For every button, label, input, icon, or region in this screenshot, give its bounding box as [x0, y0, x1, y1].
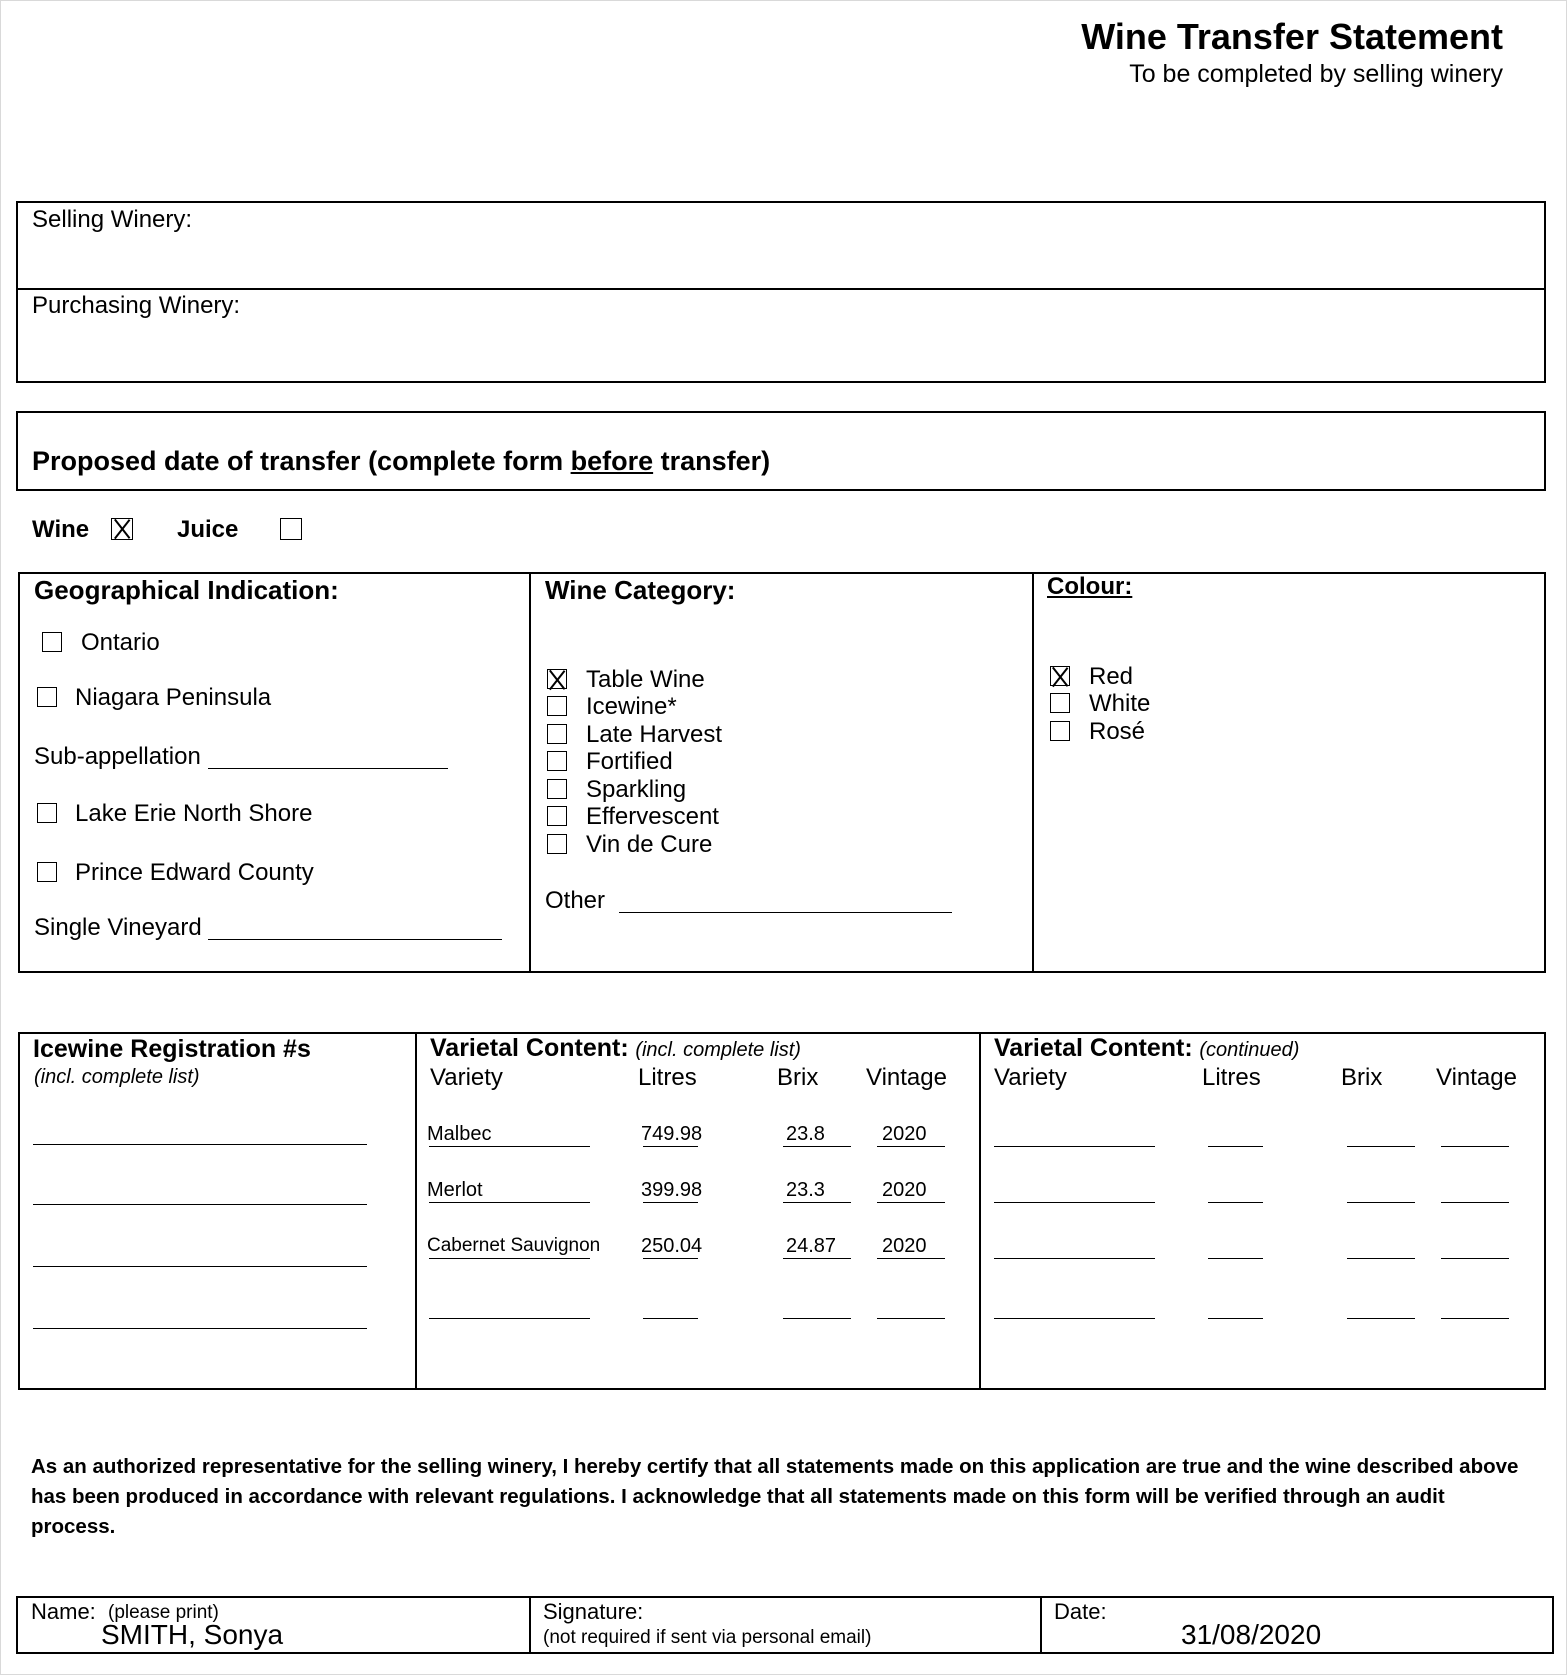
colour-title — [1047, 573, 1132, 601]
varietal-cont-brix-field[interactable] — [1347, 1146, 1415, 1147]
category-checkbox-table-wine[interactable] — [547, 669, 567, 689]
category-checkbox-sparkling[interactable] — [547, 779, 567, 799]
icewine-note: (incl. complete list) — [34, 1066, 200, 1088]
prince-edward-checkbox[interactable] — [37, 862, 57, 882]
classification-divider-2 — [1032, 572, 1034, 973]
varietal-variety-value: Malbec — [427, 1123, 492, 1145]
category-label-effervescent: Effervescent — [586, 803, 719, 830]
category-checkbox-late-harvest[interactable] — [547, 724, 567, 744]
varietal-litres-field[interactable] — [643, 1146, 698, 1147]
varietal-brix-value: 24.87 — [786, 1235, 837, 1257]
varietal-cont-col-vintage: Vintage — [1436, 1064, 1517, 1091]
varietal-cont-litres-field[interactable] — [1208, 1146, 1263, 1147]
varietal-litres-value: 250.04 — [641, 1235, 703, 1257]
wine-type-label: Wine — [32, 516, 90, 543]
name-label: Name: — [31, 1599, 96, 1624]
date-value[interactable]: 31/08/2020 — [1181, 1619, 1322, 1650]
date-label: Date: — [1054, 1599, 1107, 1624]
category-other-field[interactable] — [619, 912, 952, 913]
signature-field[interactable] — [920, 1600, 1030, 1650]
varietal-cont-col-brix: Brix — [1341, 1064, 1383, 1091]
varietal-col-litres: Litres — [638, 1064, 697, 1091]
varietal-cont-litres-field[interactable] — [1208, 1318, 1263, 1319]
name-value[interactable]: SMITH, Sonya — [101, 1619, 284, 1650]
varietal-cont-litres-field[interactable] — [1208, 1258, 1263, 1259]
sub-appellation-field[interactable] — [208, 768, 448, 769]
varietal-cont-brix-field[interactable] — [1347, 1202, 1415, 1203]
geo-title: Geographical Indication: — [34, 575, 339, 605]
varietal-brix-value: 23.8 — [786, 1123, 825, 1145]
varietal-vintage-field[interactable] — [877, 1202, 945, 1203]
varietal-col-variety: Variety — [430, 1064, 503, 1091]
varietal-litres-value: 399.98 — [641, 1179, 703, 1201]
signature-label: Signature: — [543, 1599, 644, 1624]
category-label-sparkling: Sparkling — [586, 776, 687, 803]
varietal-cont-col-variety: Variety — [994, 1064, 1067, 1091]
varietal-header — [430, 1034, 801, 1063]
category-label-late-harvest: Late Harvest — [586, 721, 723, 748]
category-label-fortified: Fortified — [586, 748, 673, 775]
category-checkbox-icewine[interactable] — [547, 696, 567, 716]
classification-divider-1 — [529, 572, 531, 973]
category-other-label: Other — [545, 887, 606, 914]
varietal-cont-header — [994, 1034, 1299, 1063]
varietal-divider-1 — [415, 1032, 417, 1390]
wineries-divider — [16, 288, 1546, 290]
varietal-vintage-value: 2020 — [882, 1235, 927, 1257]
varietal-cont-vintage-field[interactable] — [1441, 1318, 1509, 1319]
varietal-variety-value: Cabernet Sauvignon — [427, 1235, 601, 1256]
category-label-table-wine: Table Wine — [586, 666, 705, 693]
varietal-cont-col-litres: Litres — [1202, 1064, 1261, 1091]
varietal-litres-field[interactable] — [643, 1202, 698, 1203]
varietal-cont-note: (continued) — [1199, 1039, 1300, 1061]
juice-type-label: Juice — [177, 516, 239, 543]
varietal-variety-field[interactable] — [429, 1318, 590, 1319]
varietal-variety-field[interactable] — [429, 1258, 590, 1259]
transfer-date-emph: before — [570, 446, 654, 476]
varietal-brix-field[interactable] — [783, 1202, 851, 1203]
varietal-vintage-value: 2020 — [882, 1123, 927, 1145]
varietal-cont-variety-field[interactable] — [994, 1146, 1155, 1147]
page-subtitle: To be completed by selling winery — [1129, 60, 1503, 88]
varietal-cont-variety-field[interactable] — [994, 1202, 1155, 1203]
varietal-variety-value: Merlot — [427, 1179, 483, 1201]
varietal-brix-field[interactable] — [783, 1318, 851, 1319]
prince-edward-label: Prince Edward County — [75, 859, 314, 886]
colour-label-red: Red — [1089, 663, 1134, 690]
niagara-label: Niagara Peninsula — [75, 684, 272, 711]
varietal-cont-variety-field[interactable] — [994, 1258, 1155, 1259]
varietal-variety-field[interactable] — [429, 1202, 590, 1203]
varietal-variety-field[interactable] — [429, 1146, 590, 1147]
category-checkbox-effervescent[interactable] — [547, 806, 567, 826]
varietal-cont-brix-field[interactable] — [1347, 1318, 1415, 1319]
colour-checkbox-red[interactable] — [1050, 666, 1070, 686]
purchasing-winery-field[interactable] — [270, 294, 1530, 376]
wine-type-checkbox[interactable] — [111, 518, 133, 540]
icewine-reg-field[interactable] — [33, 1328, 367, 1329]
varietal-brix-value: 23.3 — [786, 1179, 825, 1201]
varietal-brix-field[interactable] — [783, 1146, 851, 1147]
selling-winery-label: Selling Winery: — [32, 206, 193, 233]
icewine-reg-field[interactable] — [33, 1204, 367, 1205]
colour-label-white: White — [1089, 690, 1151, 717]
single-vineyard-field[interactable] — [208, 939, 502, 940]
single-vineyard-label: Single Vineyard — [34, 914, 202, 941]
category-label-icewine: Icewine* — [586, 693, 677, 720]
transfer-date-text-pre: Proposed date of transfer (complete form — [32, 446, 571, 476]
varietal-litres-value: 749.98 — [641, 1123, 703, 1145]
varietal-vintage-field[interactable] — [877, 1258, 945, 1259]
juice-type-checkbox[interactable] — [280, 518, 302, 540]
varietal-vintage-value: 2020 — [882, 1179, 927, 1201]
footer-divider-2 — [1040, 1596, 1042, 1654]
colour-label-rose: Rosé — [1089, 718, 1146, 745]
varietal-title: Varietal Content: — [430, 1034, 629, 1062]
varietal-cont-title: Varietal Content: — [994, 1034, 1193, 1062]
icewine-reg-field[interactable] — [33, 1266, 367, 1267]
category-label-vin-de-cure: Vin de Cure — [586, 831, 713, 858]
varietal-col-brix: Brix — [777, 1064, 819, 1091]
varietal-cont-brix-field[interactable] — [1347, 1258, 1415, 1259]
varietal-brix-field[interactable] — [783, 1258, 851, 1259]
colour-checkbox-rose[interactable] — [1050, 721, 1070, 741]
category-title: Wine Category: — [545, 575, 736, 605]
name-note: (please print) — [108, 1602, 219, 1623]
selling-winery-field[interactable] — [240, 208, 1530, 282]
varietal-divider-2 — [979, 1032, 981, 1390]
lake-erie-checkbox[interactable] — [37, 803, 57, 823]
varietal-litres-field[interactable] — [643, 1258, 698, 1259]
colour-title-text: Colour: — [1047, 573, 1133, 600]
ontario-checkbox[interactable] — [42, 632, 62, 652]
icewine-title: Icewine Registration #s — [33, 1035, 311, 1063]
lake-erie-label: Lake Erie North Shore — [75, 800, 313, 827]
ontario-label: Ontario — [81, 629, 160, 656]
transfer-date-text-post: transfer) — [653, 446, 771, 476]
varietal-note: (incl. complete list) — [635, 1039, 801, 1061]
niagara-checkbox[interactable] — [37, 687, 57, 707]
purchasing-winery-label: Purchasing Winery: — [32, 292, 241, 319]
sub-appellation-label: Sub-appellation — [34, 743, 201, 770]
varietal-litres-field[interactable] — [643, 1318, 698, 1319]
certification-text: As an authorized representative for the selling winery, I hereby certify that all statements made on this application are true and the wine described above has been produced in accordance with relevant regulations. I acknowledge that all statements made on this form will be verified through an audit process. — [31, 1455, 1519, 1538]
page-title: Wine Transfer Statement — [1081, 16, 1503, 57]
varietal-cont-variety-field[interactable] — [994, 1318, 1155, 1319]
varietal-vintage-field[interactable] — [877, 1146, 945, 1147]
category-checkbox-vin-de-cure[interactable] — [547, 834, 567, 854]
transfer-date-label — [32, 446, 770, 477]
varietal-vintage-field[interactable] — [877, 1318, 945, 1319]
icewine-reg-field[interactable] — [33, 1144, 367, 1145]
varietal-cont-vintage-field[interactable] — [1441, 1202, 1509, 1203]
signature-note: (not required if sent via personal email) — [543, 1627, 872, 1648]
colour-checkbox-white[interactable] — [1050, 693, 1070, 713]
varietal-cont-vintage-field[interactable] — [1441, 1146, 1509, 1147]
varietal-cont-litres-field[interactable] — [1208, 1202, 1263, 1203]
footer-divider-1 — [529, 1596, 531, 1654]
varietal-col-vintage: Vintage — [866, 1064, 947, 1091]
category-checkbox-fortified[interactable] — [547, 751, 567, 771]
varietal-cont-vintage-field[interactable] — [1441, 1258, 1509, 1259]
